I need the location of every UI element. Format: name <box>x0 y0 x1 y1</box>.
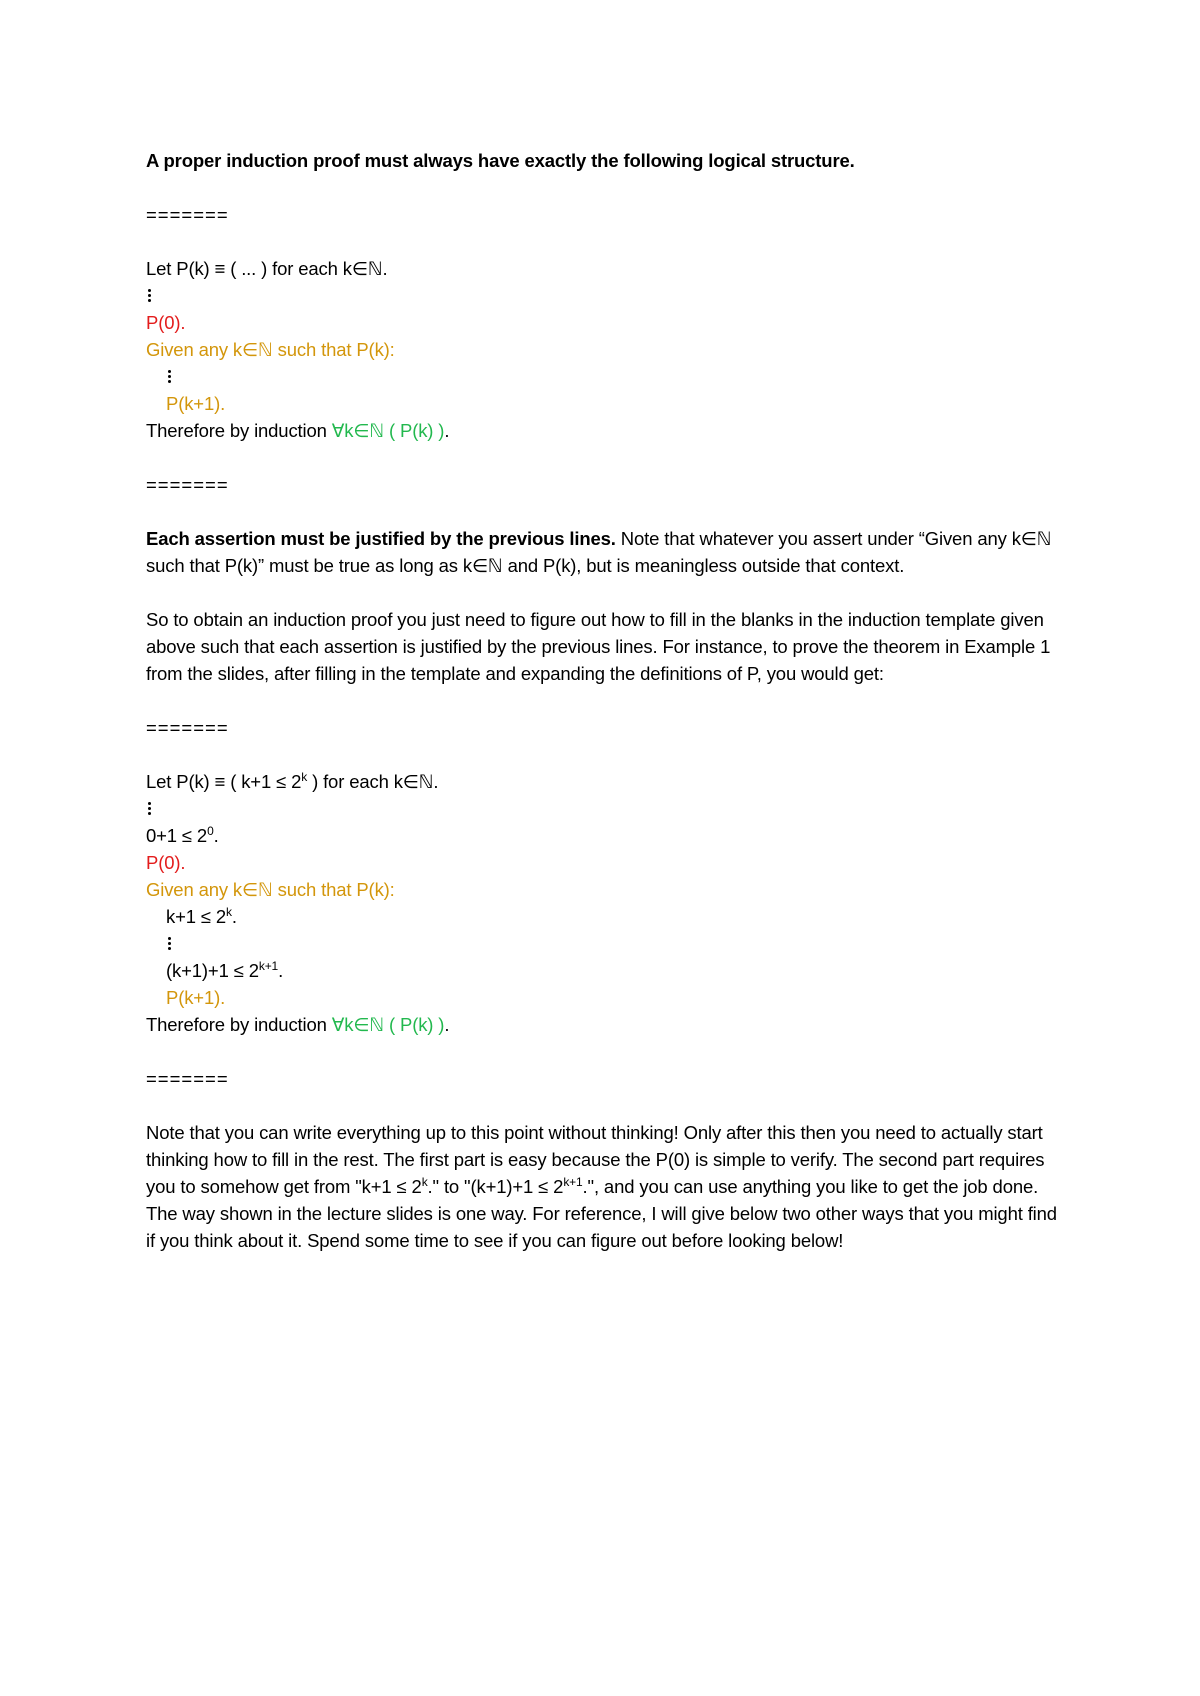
template-given-line: Given any k∈ℕ such that P(k): <box>146 339 395 360</box>
example-goal <box>146 957 1066 984</box>
blank-line <box>146 498 1066 525</box>
note-text: ." to "(k+1)+1 ≤ 2 <box>427 1176 564 1197</box>
heading: A proper induction proof must always have exactly the following logical structure. <box>146 150 855 171</box>
blank-line <box>146 228 1066 255</box>
conclusion-prefix: Therefore by induction <box>146 420 332 441</box>
template-conclusion <box>146 417 1066 444</box>
hypothesis-end: . <box>231 906 237 927</box>
vertical-ellipsis-icon <box>146 363 1066 390</box>
let-text: Let P(k) ≡ ( k+1 ≤ 2 <box>146 771 302 792</box>
blank-line <box>146 1038 1066 1065</box>
exponent: k <box>226 904 232 919</box>
vertical-ellipsis-icon <box>146 282 1066 309</box>
let-text-end: ) for each k∈ℕ. <box>307 771 439 792</box>
example-base-calc <box>146 822 1066 849</box>
example-hypothesis <box>146 903 1066 930</box>
blank-line <box>146 444 1066 471</box>
vertical-ellipsis-icon <box>146 930 1066 957</box>
exponent: k+1 <box>258 958 279 973</box>
example-let-line <box>146 768 1066 795</box>
exponent: k <box>421 1174 428 1189</box>
blank-line <box>146 687 1066 714</box>
separator: ======= <box>146 1068 229 1089</box>
note-text: .", and you can use anything you like to get the job done. The way shown in the lecture slides is one way. For reference, I will give below two other ways that you might find if you think about it. Spend some time to see if you can figure out before looking below! <box>146 1176 1057 1251</box>
base-calc-text: 0+1 ≤ 2 <box>146 825 208 846</box>
conclusion-forall: ∀k∈ℕ ( P(k) ) <box>331 420 445 441</box>
paragraph-template-usage: So to obtain an induction proof you just need to figure out how to fill in the blanks in the induction template given above such that each assertion is justified by the previous lines. For instance, to prove the theorem in Example 1 from the slides, after filling in the template and expanding the definitions of P, you would get: <box>146 609 1051 684</box>
note-text: Note that you can write everything up to this point without thinking! Only after this then you need to actually start thinking how to fill in the rest. The first part is easy because the P(0) is simple to verify. The second part requires you to somehow get from "k+1 ≤ 2 <box>146 1122 1045 1197</box>
exponent: k+1 <box>563 1174 583 1189</box>
example-step: P(k+1). <box>166 987 226 1008</box>
separator: ======= <box>146 204 229 225</box>
template-step: P(k+1). <box>166 393 226 414</box>
goal-end: . <box>278 960 284 981</box>
induction-example <box>146 768 1066 1038</box>
conclusion-end: . <box>444 1014 450 1035</box>
blank-line <box>146 741 1066 768</box>
template-let-line: Let P(k) ≡ ( ... ) for each k∈ℕ. <box>146 258 388 279</box>
blank-line <box>146 1092 1066 1119</box>
example-base-case: P(0). <box>146 852 186 873</box>
paragraph-text: Note that whatever you assert under “Given any k∈ℕ such that P(k)” must be true as long as k∈ℕ and P(k), but is meaningless outside that context. <box>146 528 1052 576</box>
paragraph-bold-lead: Each assertion must be justified by the previous lines. <box>146 528 616 549</box>
blank-line <box>146 174 1066 201</box>
conclusion-prefix: Therefore by induction <box>146 1014 332 1035</box>
example-given-line: Given any k∈ℕ such that P(k): <box>146 879 395 900</box>
exponent: k <box>301 769 308 784</box>
template-base-case: P(0). <box>146 312 186 333</box>
exponent: 0 <box>207 823 214 838</box>
induction-template <box>146 255 1066 444</box>
paragraph-closing-note <box>146 1119 1066 1254</box>
paragraph-justification <box>146 525 1066 579</box>
separator: ======= <box>146 717 229 738</box>
example-conclusion <box>146 1011 1066 1038</box>
base-calc-end: . <box>213 825 219 846</box>
hypothesis-text: k+1 ≤ 2 <box>166 906 227 927</box>
blank-line <box>146 579 1066 606</box>
vertical-ellipsis-icon <box>146 795 1066 822</box>
separator: ======= <box>146 474 229 495</box>
conclusion-forall: ∀k∈ℕ ( P(k) ) <box>331 1014 445 1035</box>
conclusion-end: . <box>444 420 450 441</box>
goal-text: (k+1)+1 ≤ 2 <box>166 960 259 981</box>
document-body <box>146 147 1066 1254</box>
